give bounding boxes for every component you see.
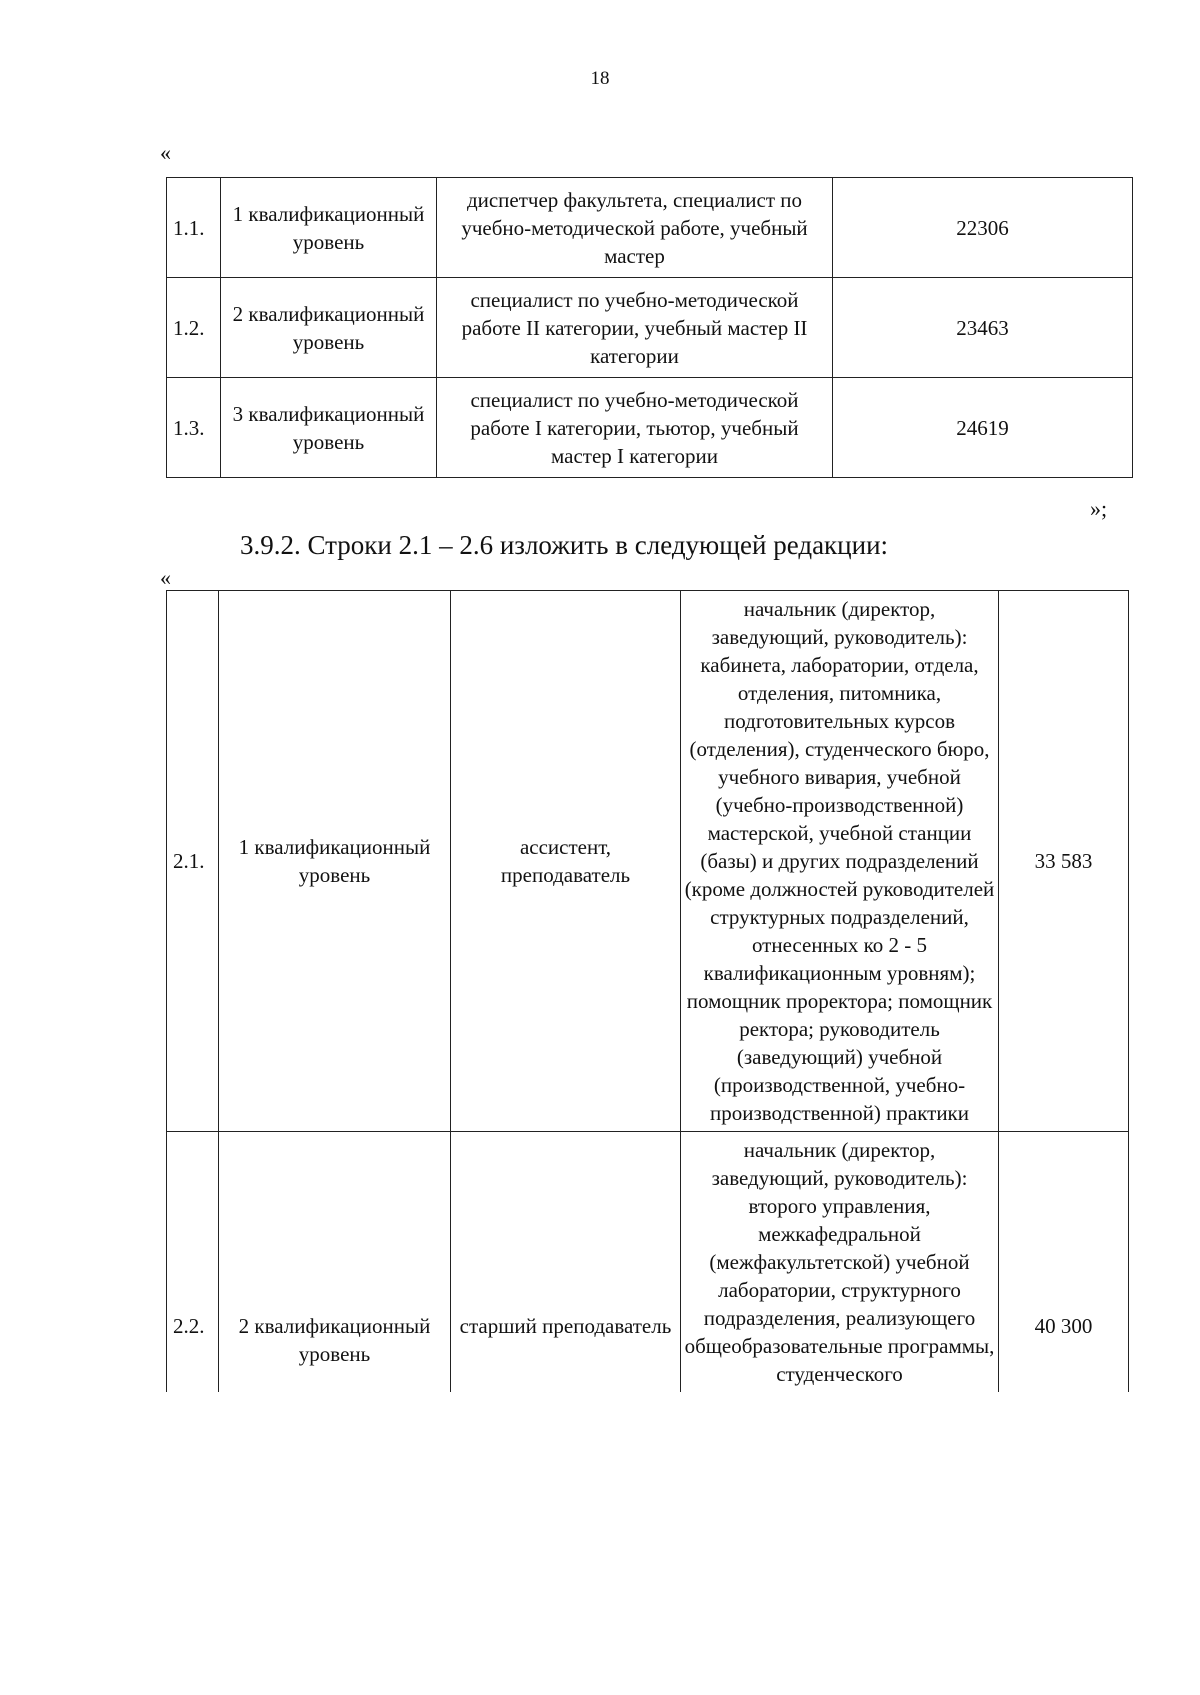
- positions: специалист по учебно-методической работе II категории, учебный мастер II категории: [437, 278, 833, 378]
- qualification-table-2: [166, 590, 1129, 1392]
- salary: 22306: [833, 178, 1133, 278]
- qualification-table-1: [166, 177, 1133, 478]
- table-row: [167, 591, 1129, 1132]
- positions: ассистент, преподаватель: [451, 591, 681, 1132]
- positions: старший преподаватель: [451, 1132, 681, 1393]
- section-heading: 3.9.2. Строки 2.1 – 2.6 изложить в следующей редакции:: [240, 530, 889, 560]
- row-number: 1.2.: [167, 278, 221, 378]
- row-number: 1.1.: [167, 178, 221, 278]
- qualification-level: 2 квалификационный уровень: [221, 278, 437, 378]
- closing-quote: »;: [1090, 496, 1108, 521]
- table-row: [167, 178, 1133, 278]
- opening-quote-1: «: [160, 140, 171, 165]
- table-row: [167, 378, 1133, 478]
- table-row: [167, 1132, 1129, 1393]
- positions: специалист по учебно-методической работе I категории, тьютор, учебный мастер I категории: [437, 378, 833, 478]
- row-number: 2.1.: [167, 591, 219, 1132]
- row-number: 2.2.: [167, 1132, 219, 1393]
- qualification-level: 3 квалификационный уровень: [221, 378, 437, 478]
- qualification-level: 2 квалификационный уровень: [219, 1132, 451, 1393]
- head-positions: начальник (директор, заведующий, руководитель): второго управления, межкафедральной (межфакультетской) учебной лаборатории, структурного подразделения, реализующего общеобразовательные программы, студенческого: [681, 1132, 999, 1393]
- head-positions: начальник (директор, заведующий, руководитель): кабинета, лаборатории, отдела, отделения, питомника, подготовительных курсов (отделения), студенческого бюро, учебного вивария, учебной (учебно-производственной) мастерской, учебной станции (базы) и других подразделений (кроме должностей руководителей структурных подразделений, отнесенных ко 2 - 5 квалификационным уровням); помощник проректора; помощник ректора; руководитель (заведующий) учебной (производственной, учебно-производственной) практики: [681, 591, 999, 1132]
- positions: диспетчер факультета, специалист по учебно-методической работе, учебный мастер: [437, 178, 833, 278]
- page-number: 18: [590, 68, 610, 89]
- qualification-level: 1 квалификационный уровень: [219, 591, 451, 1132]
- qualification-level: 1 квалификационный уровень: [221, 178, 437, 278]
- row-number: 1.3.: [167, 378, 221, 478]
- salary: 33 583: [999, 591, 1129, 1132]
- salary: 24619: [833, 378, 1133, 478]
- opening-quote-2: «: [160, 565, 171, 590]
- salary: 40 300: [999, 1132, 1129, 1393]
- salary: 23463: [833, 278, 1133, 378]
- table-row: [167, 278, 1133, 378]
